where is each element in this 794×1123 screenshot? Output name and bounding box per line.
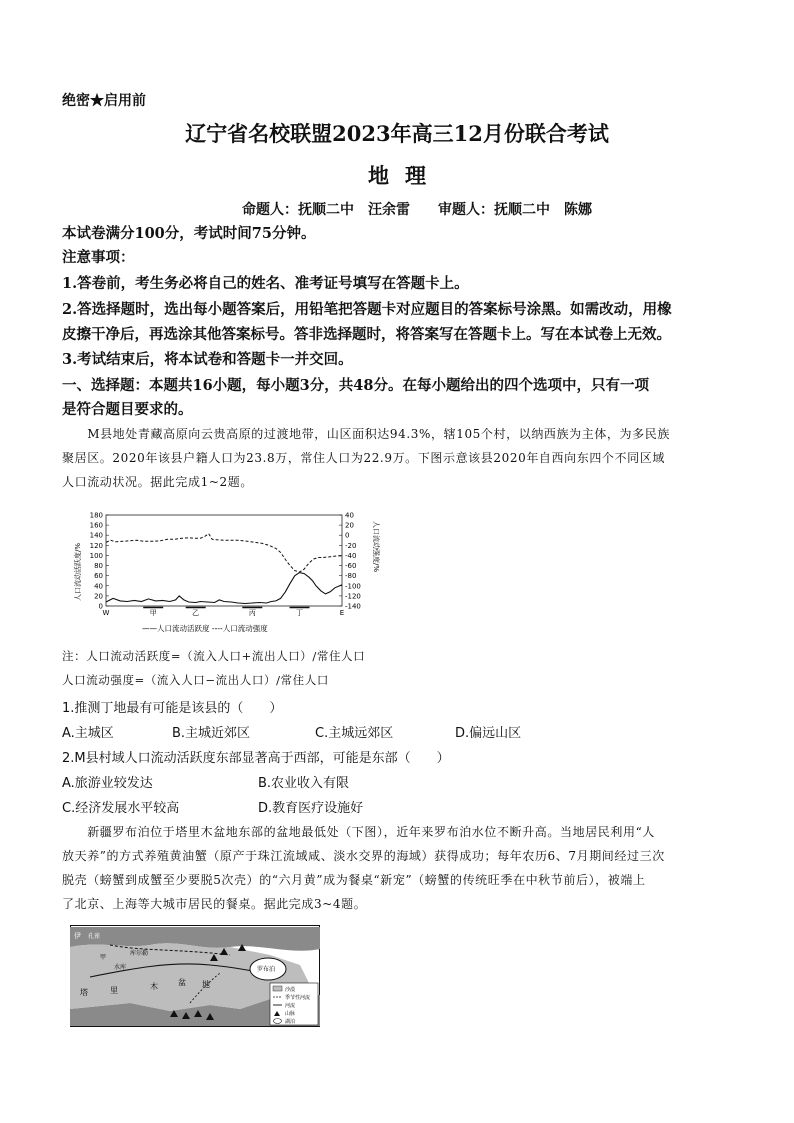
section-heading-line1: 一、选择题：本题共16小题，每小题3分，共48分。在每小题给出的四个选项中，只有一项 <box>62 377 649 394</box>
exam-title: 辽宁省名校联盟2023年高三12月份联合考试 <box>185 121 609 146</box>
map-label-yi: 伊 <box>74 932 81 940</box>
right-tick-label: -100 <box>345 582 361 591</box>
passage1-line3: 人口流动状况。据此完成1~2题。 <box>62 475 253 489</box>
q2-option-b[interactable]: B.农业收入有限 <box>258 776 350 791</box>
passage2-line3: 脱壳（螃蟹到成蟹至少要脱5次壳）的“六月黄”成为餐桌“新宠”（螃蟹的传统旺季在中秋节前后），被端上 <box>62 873 646 887</box>
passage2-line1: 新疆罗布泊位于塔里木盆地东部的盆地最低处（下图），近年来罗布泊水位不断升高。当地居民利用“人 <box>62 825 655 839</box>
left-tick-label: 100 <box>89 551 103 560</box>
plot-frame <box>106 515 342 606</box>
series-line-activity <box>106 573 342 604</box>
right-tick-label: -60 <box>345 562 357 571</box>
right-tick-label: -140 <box>345 602 361 611</box>
passage1-line2: 聚居区。2020年该县户籍人口为23.8万，常住人口为22.9万。下图示意该县2020年自西向东四个不同区域 <box>62 451 665 465</box>
authors-line: 命题人：抚顺二中 汪余雷 审题人：抚顺二中 陈娜 <box>242 202 592 218</box>
x-tick-label: 丙 <box>248 609 256 617</box>
map-label-korla: 库尔勒 <box>130 950 149 957</box>
confidential-mark: 绝密★启用前 <box>62 93 146 109</box>
left-tick-label: 180 <box>89 511 103 520</box>
left-tick-label: 0 <box>98 602 103 611</box>
score-time: 本试卷满分100分，考试时间75分钟。 <box>62 225 316 242</box>
chart-legend: ——人口流动活跃度 ----人口流动强度 <box>142 624 268 633</box>
legend-seasonal-river: 季节性河流 <box>285 995 311 1001</box>
legend-lake-swatch <box>274 1019 282 1024</box>
map-label-ta: 塔 <box>80 988 88 997</box>
note-intensity-definition: 人口流动强度=（流入人口−流出人口）/常住人口 <box>62 673 329 687</box>
passage2-line4: 了北京、上海等大城市居民的餐桌。据此完成3~4题。 <box>62 897 367 911</box>
right-tick-label: -40 <box>345 551 357 560</box>
map-label-reservoir: 水库 <box>114 964 127 971</box>
q1-option-d[interactable]: D.偏远山区 <box>455 726 522 741</box>
map-label-li: 里 <box>110 986 118 995</box>
left-tick-label: 80 <box>94 562 103 571</box>
map-label-pen: 盆 <box>178 978 186 987</box>
right-tick-label: -20 <box>345 541 357 550</box>
section-heading-line2: 是符合题目要求的。 <box>62 401 193 418</box>
notice-1: 1.答卷前，考生务必将自己的姓名、准考证号填写在答题卡上。 <box>62 275 469 292</box>
x-tick-label: W <box>102 609 110 617</box>
map-label-jia: 甲 <box>100 954 107 961</box>
notice-3: 3.考试结束后，将本试卷和答题卡一并交回。 <box>62 351 353 368</box>
left-tick-label: 60 <box>94 572 103 581</box>
left-tick-label: 120 <box>89 541 103 550</box>
map-label-mu: 木 <box>150 982 158 991</box>
right-tick-label: 40 <box>345 511 354 520</box>
q2-option-d[interactable]: D.教育医疗设施好 <box>258 801 364 816</box>
map-label-di: 地 <box>202 980 210 989</box>
q1-option-b[interactable]: B.主城近郊区 <box>172 726 251 741</box>
right-axis-label: 人口流动强度/% <box>372 521 380 573</box>
x-tick-label: 甲 <box>149 609 157 617</box>
legend-river: 河流 <box>285 1003 296 1009</box>
legend-desert: 沙漠 <box>285 987 296 993</box>
note-activity-definition: 注：人口流动活跃度=（流入人口+流出人口）/常住人口 <box>62 649 366 663</box>
left-tick-label: 140 <box>89 531 103 540</box>
right-tick-label: 0 <box>345 531 350 540</box>
map-label-lop-nur: 罗布泊 <box>257 966 276 973</box>
legend-lake: 湖泊 <box>285 1019 296 1025</box>
lop-nur-map <box>70 925 320 1027</box>
right-tick-label: 20 <box>345 521 354 530</box>
question-1: 1.推测丁地最有可能是该县的（ ） <box>62 701 283 716</box>
notice-2a: 2.答选择题时，选出每小题答案后，用铅笔把答题卡对应题目的答案标号涂黑。如需改动，用橡 <box>62 301 672 318</box>
legend-mountain: 山脉 <box>285 1011 296 1017</box>
question-2: 2.M县村域人口流动活跃度东部显著高于西部，可能是东部（ ） <box>62 751 450 766</box>
left-tick-label: 160 <box>89 521 103 530</box>
left-tick-label: 20 <box>94 592 103 601</box>
passage1-line1: M县地处青藏高原向云贵高原的过渡地带，山区面积达94.3%，辖105个村，以纳西族为主体，为多民族 <box>62 427 670 441</box>
notice-title: 注意事项： <box>62 249 135 266</box>
left-tick-label: 40 <box>94 582 103 591</box>
x-tick-label: 乙 <box>192 609 200 617</box>
q2-option-c[interactable]: C.经济发展水平较高 <box>62 801 180 816</box>
series-line-intensity <box>106 534 342 572</box>
left-axis-label: 人口流动活跃度/% <box>74 542 82 601</box>
x-tick-label: 丁 <box>296 609 304 617</box>
x-tick-label: E <box>339 609 345 617</box>
notice-2b: 皮擦干净后，再选涂其他答案标号。答非选择题时，将答案写在答题卡上。写在本试卷上无效。 <box>62 326 671 343</box>
q1-option-c[interactable]: C.主城远郊区 <box>315 726 394 741</box>
right-tick-label: -80 <box>345 572 357 581</box>
right-tick-label: -120 <box>345 592 361 601</box>
q2-option-a[interactable]: A.旅游业较发达 <box>62 776 153 791</box>
passage2-line2: 放天养”的方式养殖黄油蟹（原产于珠江流域咸、淡水交界的海域）获得成功；每年农历6、7月期间经过三次 <box>62 849 665 863</box>
subject-title: 地理 <box>368 163 442 188</box>
legend-desert-swatch <box>273 986 282 991</box>
population-flow-chart <box>62 505 422 635</box>
q1-option-a[interactable]: A.主城区 <box>62 726 114 741</box>
map-label-kongque: 孔雀 <box>88 933 101 940</box>
